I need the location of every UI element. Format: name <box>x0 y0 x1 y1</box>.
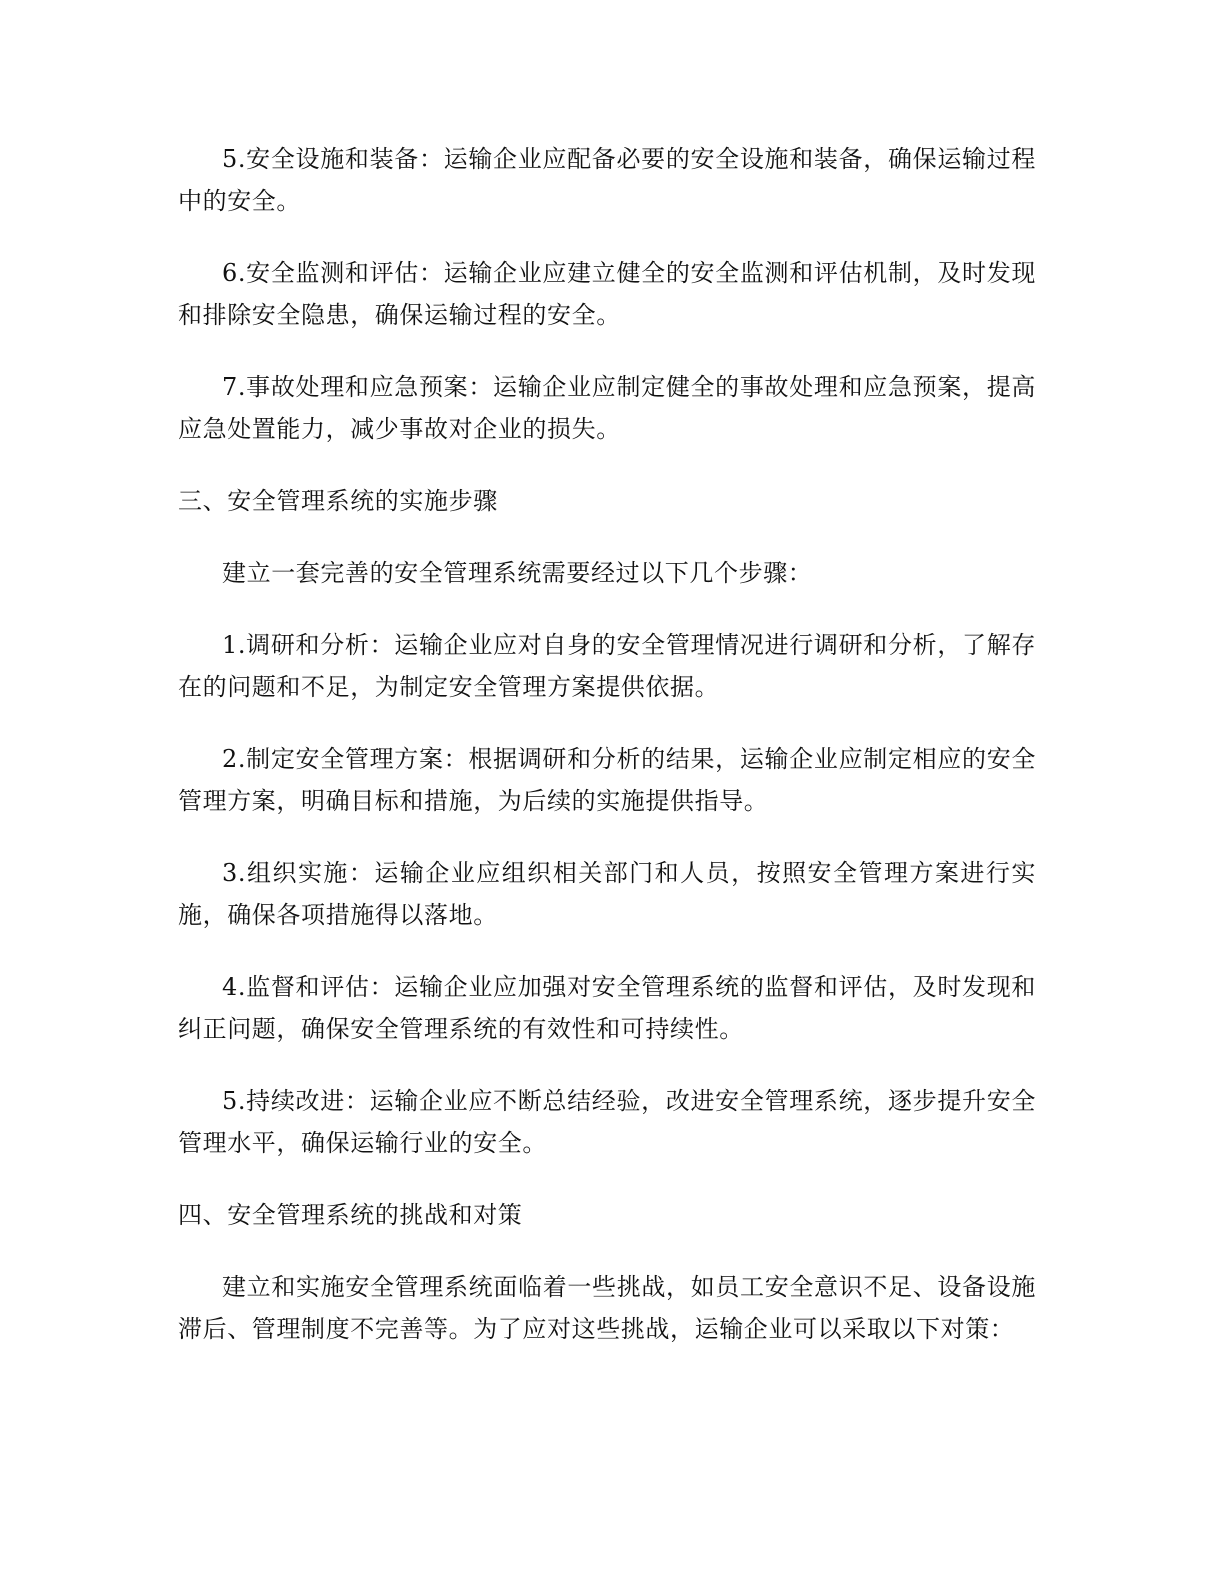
section-heading-challenges: 四、安全管理系统的挑战和对策 <box>178 1201 523 1229</box>
paragraph-step-plan: 2.制定安全管理方案：根据调研和分析的结果，运输企业应制定相应的安全管理方案，明确目标和措施，为后续的实施提供指导。 <box>178 745 1036 815</box>
paragraph-step-research: 1.调研和分析：运输企业应对自身的安全管理情况进行调研和分析，了解存在的问题和不足，为制定安全管理方案提供依据。 <box>178 631 1036 701</box>
paragraph-step-supervise: 4.监督和评估：运输企业应加强对安全管理系统的监督和评估，及时发现和纠正问题，确保安全管理系统的有效性和可持续性。 <box>178 973 1036 1043</box>
paragraph-accident-handling: 7.事故处理和应急预案：运输企业应制定健全的事故处理和应急预案，提高应急处置能力，减少事故对企业的损失。 <box>178 373 1036 443</box>
paragraph-implementation-intro: 建立一套完善的安全管理系统需要经过以下几个步骤： <box>222 559 813 587</box>
section-heading-implementation-steps: 三、安全管理系统的实施步骤 <box>178 487 498 515</box>
paragraph-step-improve: 5.持续改进：运输企业应不断总结经验，改进安全管理系统，逐步提升安全管理水平，确保运输行业的安全。 <box>178 1087 1036 1157</box>
paragraph-step-organize: 3.组织实施：运输企业应组织相关部门和人员，按照安全管理方案进行实施，确保各项措施得以落地。 <box>178 859 1036 929</box>
paragraph-safety-monitoring: 6.安全监测和评估：运输企业应建立健全的安全监测和评估机制，及时发现和排除安全隐患，确保运输过程的安全。 <box>178 259 1036 329</box>
paragraph-safety-equipment: 5.安全设施和装备：运输企业应配备必要的安全设施和装备，确保运输过程中的安全。 <box>178 145 1036 215</box>
paragraph-challenges-intro: 建立和实施安全管理系统面临着一些挑战，如员工安全意识不足、设备设施滞后、管理制度不完善等。为了应对这些挑战，运输企业可以采取以下对策： <box>178 1273 1036 1343</box>
document-body <box>178 138 1036 1380</box>
